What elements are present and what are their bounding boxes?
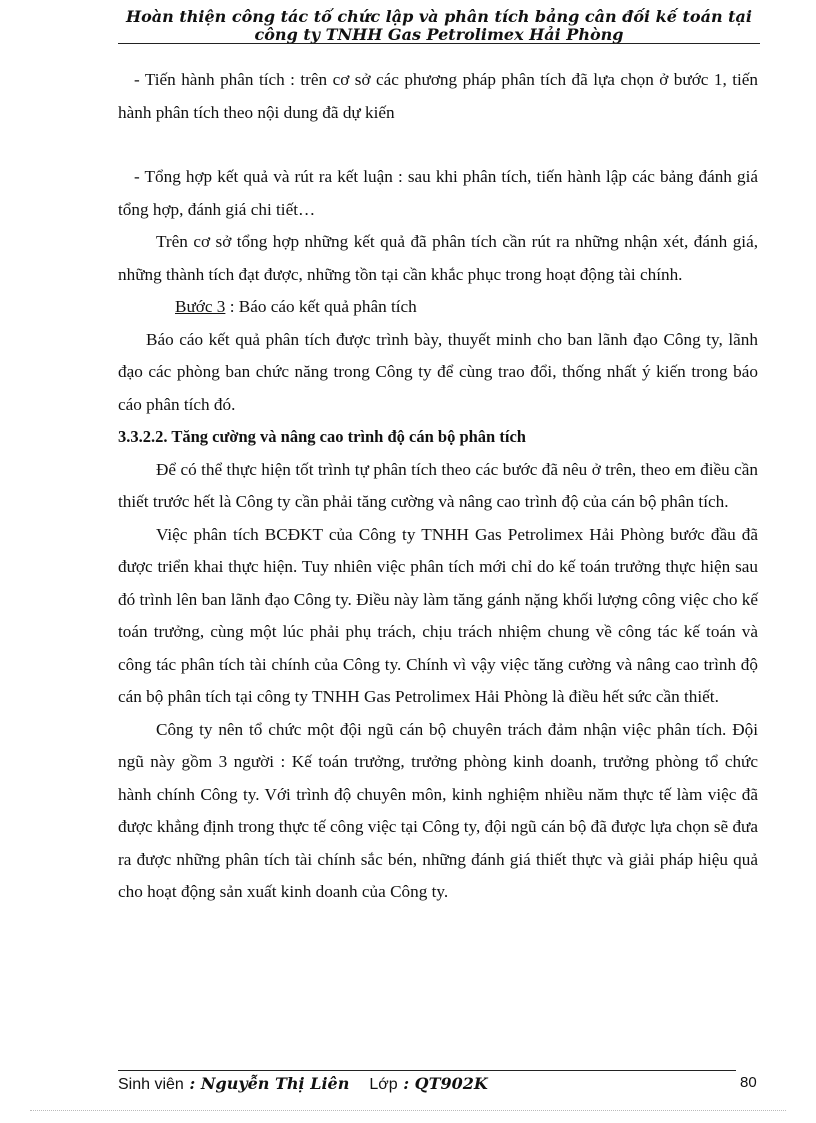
header-title-line-1: Hoàn thiện công tác tổ chức lập và phân tích bảng cân đối kế toán tại: [126, 8, 752, 26]
paragraph-summary-step: - Tổng hợp kết quả và rút ra kết luận : sau khi phân tích, tiến hành lập các bảng đánh giá tổng hợp, đánh giá chi tiết…: [118, 167, 758, 219]
page-number: 80: [740, 1074, 757, 1091]
footer-rule: [118, 1070, 736, 1071]
body-text: [118, 64, 758, 909]
step-3-text: : Báo cáo kết quả phân tích: [225, 297, 417, 316]
section-heading: 3.3.2.2. Tăng cường và nâng cao trình độ cán bộ phân tích: [118, 427, 526, 446]
step-3-label: Bước 3: [175, 297, 226, 316]
class-label: Lớp: [369, 1076, 398, 1093]
header-rule: [118, 43, 760, 44]
header-title-line-2: công ty TNHH Gas Petrolimex Hải Phòng: [254, 25, 624, 44]
running-header: [118, 8, 760, 44]
student-label: Sinh viên: [118, 1076, 184, 1093]
student-name: : Nguyễn Thị Liên: [183, 1074, 350, 1093]
paragraph-analysis-step: - Tiến hành phân tích : trên cơ sở các phương pháp phân tích đã lựa chọn ở bước 1, tiến hành phân tích theo nội dung đã dự kiến: [118, 70, 758, 122]
step-3-heading: [118, 291, 758, 324]
paragraph-current-state: Việc phân tích BCĐKT của Công ty TNHH Gas Petrolimex Hải Phòng bước đầu đã được triển khai thực hiện. Tuy nhiên việc phân tích mới chỉ do kế toán trưởng thực hiện sau đó trình lên ban lãnh đạo Công ty. Điều này làm tăng gánh nặng khối lượng công việc cho kế toán trưởng, cùng một lúc phải phụ trách, chịu trách nhiệm chung về công tác kế toán và công tác phân tích tài chính của Công ty. Chính vì vậy việc tăng cường và nâng cao trình độ cán bộ phân tích tại công ty TNHH Gas Petrolimex Hải Phòng là điều hết sức cần thiết.: [118, 524, 758, 706]
paragraph-conclusions: Trên cơ sở tổng hợp những kết quả đã phân tích cần rút ra những nhận xét, đánh giá, những thành tích đạt được, những tồn tại cần khắc phục trong hoạt động tài chính.: [118, 232, 758, 284]
paragraph-proposal: Công ty nên tổ chức một đội ngũ cán bộ chuyên trách đảm nhận việc phân tích. Đội ngũ này gồm 3 người : Kế toán trưởng, trưởng phòng kinh doanh, trưởng phòng tổ chức hành chính Công ty. Với trình độ chuyên môn, kinh nghiệm nhiều năm thực tế làm việc đã được khẳng định trong thực tế công việc tại Công ty, đội ngũ cán bộ đã được lựa chọn sẽ đưa ra được những phân tích tài chính sắc bén, những đánh giá thiết thực và giải pháp hiệu quả cho hoạt động sản xuất kinh doanh của Công ty.: [118, 719, 758, 901]
paragraph-intro: Để có thể thực hiện tốt trình tự phân tích theo các bước đã nêu ở trên, theo em điều cần thiết trước hết là Công ty cần phải tăng cường và nâng cao trình độ của cán bộ phân tích.: [118, 459, 758, 511]
footer: [118, 1074, 488, 1094]
class-value: : QT902K: [397, 1074, 488, 1093]
paragraph-report: Báo cáo kết quả phân tích được trình bày, thuyết minh cho ban lãnh đạo Công ty, lãnh đạo các phòng ban chức năng trong Công ty để cùng trao đổi, thống nhất ý kiến trong báo cáo phân tích đó.: [118, 329, 758, 414]
blank-line: [118, 129, 758, 161]
page-edge-dots: [30, 1110, 786, 1111]
